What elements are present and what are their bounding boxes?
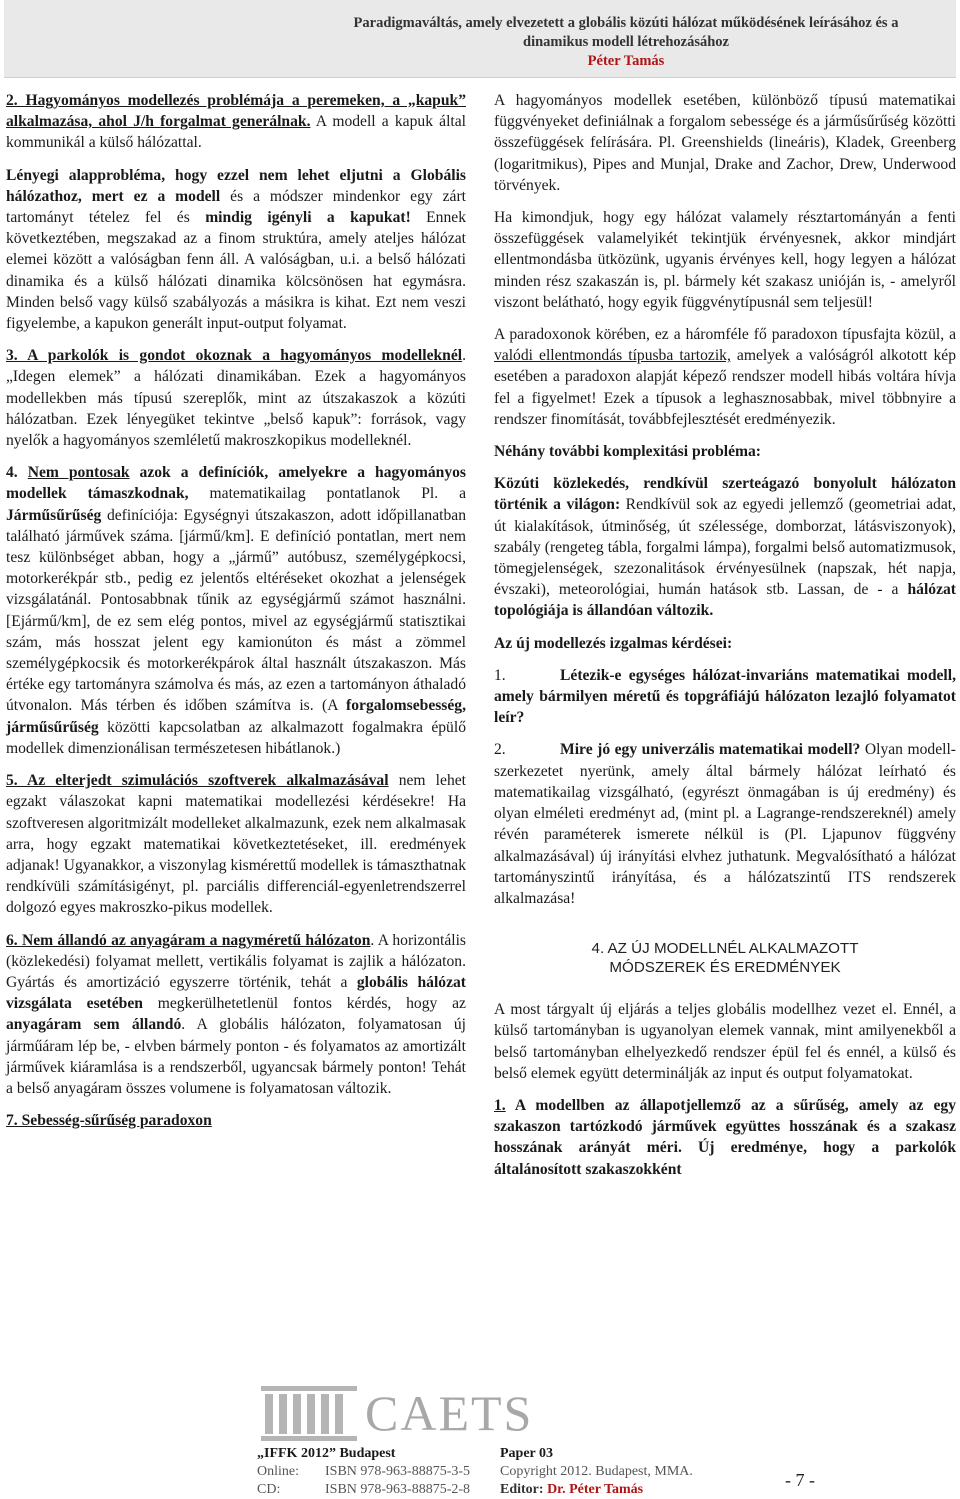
editor: Editor: Dr. Péter Tamás [500, 1482, 644, 1497]
page-number: - 7 - [785, 1470, 815, 1490]
header-title [316, 14, 936, 71]
paper-number: Paper 03 [500, 1446, 554, 1461]
footer-conference-info: „IFFK 2012” Budapest Online: ISBN 978-963-88875-3-5 CD: ISBN 978-963-88875-2-8 [257, 1446, 471, 1497]
caets-logo-graphic-icon [255, 1382, 365, 1444]
paragraph-gates: Lényegi alapprobléma, hogy ezzel nem lehet eljutni a Globális hálózathoz, mert ez a modell és a módszer mindenkor egy zárt tartományt tételez fel és mindig igényli a kapukat! Ennek következtében, megszakad az a finom struktúra, amely ateljes hálózat elemei között a valóságban fenn áll. A valóságban, u.i. a belső hálózati dinamika és a külső hálózati dinamika kölcsönösen hat egymásra. Minden belső vagy külső szabályozás a másikra is kihat. Ezt nem veszi figyelembe, a kapukon generált input-output folyamat. [6, 166, 466, 333]
section-6-title: 6. Nem állandó az anyagáram a nagyméretű hálózaton [6, 931, 371, 949]
online-isbn: ISBN 978-963-88875-3-5 [325, 1464, 471, 1479]
cd-isbn: ISBN 978-963-88875-2-8 [325, 1482, 471, 1497]
section-5: 5. Az elterjedt szimulációs szoftverek alkalmazásával nem lehet egzakt válaszokat kapni matematikai modellezési kérdésekre! Ha szoftveresen algoritmizált modelleket alkalmazunk, ezek nem alkalmasak arra, hogy egzakt matematikai következtetéseket, ill. eredmények adjanak! Ugyanakkor, a viszonylag kismérettű modellek is támaszthatnak rendkívüli számításigényt, pl. parciális differenciál-egyenletrendszerrel dolgozó egyes makroszko-pikus modellek. [6, 772, 466, 917]
paragraph-paradox: A paradoxonok körében, ez a háromféle fő paradoxon típusfajta közül, a valódi ellentmondás típusba tartozik, amelyek a valóságról alkotott kép esetében a paradoxon alapját képező rendszer modell hibás voltára hívja fel a figyelmet! Ezek a típusok a leghasznosabbak, mivel többnyire a rendszer finomítását, továbbfejlesztését eredményezik. [494, 326, 956, 428]
conference-name: „IFFK 2012” Budapest [257, 1446, 396, 1461]
paragraph-functions: A hagyományos modellek esetében, különböző típusú matematikai függvényeket definiálnak a forgalom sebessége és a járműsűrűség közötti összefüggések felírására. Pl. Greenshields (lineáris), Kladek, Greenberg (logaritmikus), Pipes and Munjal, Drake and Zachor, Drew, Underwood törvények. [494, 92, 956, 194]
right-column [494, 90, 956, 1191]
section-7-title: 7. Sebesség-sűrűség paradoxon [6, 1112, 212, 1130]
paragraph-contradiction: Ha kimondjuk, hogy egy hálózat valamely résztartományán a fenti összefüggések valamelyikét tekintjük érvényesnek, akkor mindjárt ellentmondásba ütközünk, ugyanis érvényes kell, hogy legyen a hálózat minden rész szakaszán is, pl. bármely két szakasz unióján is, - amelyről viszont belátható, hogy egyik függvénytípusnál sem teljesül! [494, 209, 956, 311]
header-author: Péter Tamás [587, 53, 665, 69]
section-7 [6, 1110, 466, 1131]
section-2-title: 2. Hagyományos modellezés problémája a peremeken, a „kapuk” alkalmazása, ahol J/h forgalmat generálnak. [6, 92, 466, 131]
section-3: 3. A parkolók is gondot okoznak a hagyományos modelleknél. „Idegen elemek” a hálózati dinamikában. Ezek a hagyományos modellekben más típusú szereplők, mint az útszakaszok a közúti hálózatban. Ezek lényegüket tekintve „belső kapuk”: források, vagy nyelők a hagyományos szemléletű makroszkopikus modelleknél. [6, 347, 466, 450]
section-6: 6. Nem állandó az anyagáram a nagyméretű hálózaton. A horizontális (közlekedési) folyamat mellett, vertikális folyamat is zajlik a hálózaton. Gyártás és amortizáció egyszerre történik, tehát a globális hálózat vizsgálata esetében megkerülhetetlenül fontos kérdés, hogy az anyagáram sem állandó. A globális hálózaton, folyamatosan új járműáram lép be, - elvben bármely ponton - és folyamatos az amortizált járművek kiáramlása is a rendszerből, ugyancsak bármely ponton! Tehát a belső anyagáram összes volumene is folyamatosan változik. [6, 931, 466, 1097]
header-title-line2: dinamikus modell létrehozásához [523, 34, 729, 50]
page-header [4, 0, 956, 78]
paragraph-road-traffic: Közúti közlekedés, rendkívül szerteágazó bonyolult hálózaton történik a világon: Rendkívül sok az egyedi jellemző (geometriai adat, út kialakítások, útminőség, út szélessége, domborzat, látásviszonyok), szabály (rengeteg tábla, forgalmi lámpa), forgalmi belső automatizmusok, tömegjelenségek, szezonalitások érvényesülnek (napszak, hét napja, évszaki), meteorológiai, humán hatások stb. Lassan, de - a hálózat topológiája is állandóan változik. [494, 475, 957, 620]
section-4-heading: 4. AZ ÚJ MODELLNÉL ALKALMAZOTT MÓDSZEREK ÉS EREDMÉNYEK [591, 940, 859, 977]
paragraph-new-method: A most tárgyalt új eljárás a teljes globális modellhez vezet el. Ennél, a külső tartományban is ugyanolyan elemek vannak, mint amilyenekből a belső tartományban elhelyezkedő rendszer épül fel és ennél, a külső és belső elemek együtt determinálják az input és output folyamatokat. [494, 1001, 956, 1082]
caets-logo-text: CAETS [365, 1385, 534, 1441]
caets-logo [255, 1382, 555, 1444]
copyright: Copyright 2012. Budapest, MMA. [500, 1464, 693, 1479]
question-1: 1. Létezik-e egységes hálózat-invariáns matematikai modell, amely bármilyen méretű és topgráfiájú hálózaton lezajló folyamatot leír? [494, 666, 956, 727]
question-2: 2. Mire jó egy univerzális matematikai modell? Olyan modell-szerkezetet nyerünk, amely által bármely hálózat leírható és matematikailag vizsgálható, (egyrészt önmagában is új eredmény) és olyan elméleti eredményt ad, (mint pl. a Lagrange-rendszereknél) amely révén paraméterek ismerete nélkül is (Pl. Ljapunov függvény alkalmazásával) új irányítási elvhez juthatunk. Megvalósítható a hálózat tartományszintű irányítása, és a hálózatszintű ITS rendszerek alkalmazása! [494, 741, 956, 907]
section-3-title: 3. A parkolók is gondot okoznak a hagyományos modelleknél [6, 347, 463, 365]
footer-paper-info [500, 1445, 693, 1499]
result-1: 1. A modellben az állapotjellemző az a sűrűség, amely az egy szakaszon tartózkodó járművek együttes hosszának és a szakasz hosszának arányát méri. Új eredménye, hogy a parkolók általánosított szakaszokként [494, 1096, 956, 1178]
complexity-heading: Néhány további komplexitási probléma: [494, 443, 761, 461]
questions-heading: Az új modellezés izgalmas kérdései: [494, 634, 733, 652]
header-title-line1: Paradigmaváltás, amely elvezetett a globális közúti hálózat működésének leírásához és a [353, 15, 899, 31]
section-2: 2. Hagyományos modellezés problémája a peremeken, a „kapuk” alkalmazása, ahol J/h forgalmat generálnak. A modell a kapuk által kommunikál a külső hálózattal. [6, 92, 466, 152]
page-footer [0, 1380, 960, 1497]
section-5-title: 5. Az elterjedt szimulációs szoftverek alkalmazásával [6, 772, 389, 790]
left-column [6, 90, 466, 1142]
section-4: 4. Nem pontosak azok a definíciók, amelyekre a hagyományos modellek támaszkodnak, matematikailag pontatlanok Pl. a Járműsűrűség definíciója: Egységnyi útszakaszon, adott időpillanatban található járművek száma. [jármű/km]. E definíció pontatlan, mert nem tesz különbséget abban, hogy a „jármű” autóbusz, személygépkocsi, motorkerékpár stb., pedig ez jelentős eltéréseket okozhat a jelenségek vizsgálatánál. Pontosabbnak tűnik az egységjármű számot használni. [Ejármű/km], de ez sem elég pontos, mivel az egységjármű statisztikai szám, más hosszat jelent egy kamionúton és mást a zömmel személygépkocsik és motorkerékpárok által használt útszakaszon. Más értéke egy tartományra számolva és más, az ezen a tartományon áthaladó útvonalon. Más térben és időben számítva is. (A forgalomsebesség, járműsűrűség közötti kapcsolatban az alkalmazott fogalmakra épülő modellek dimenzionálisan természetesen hibátlanok.) [6, 464, 466, 757]
